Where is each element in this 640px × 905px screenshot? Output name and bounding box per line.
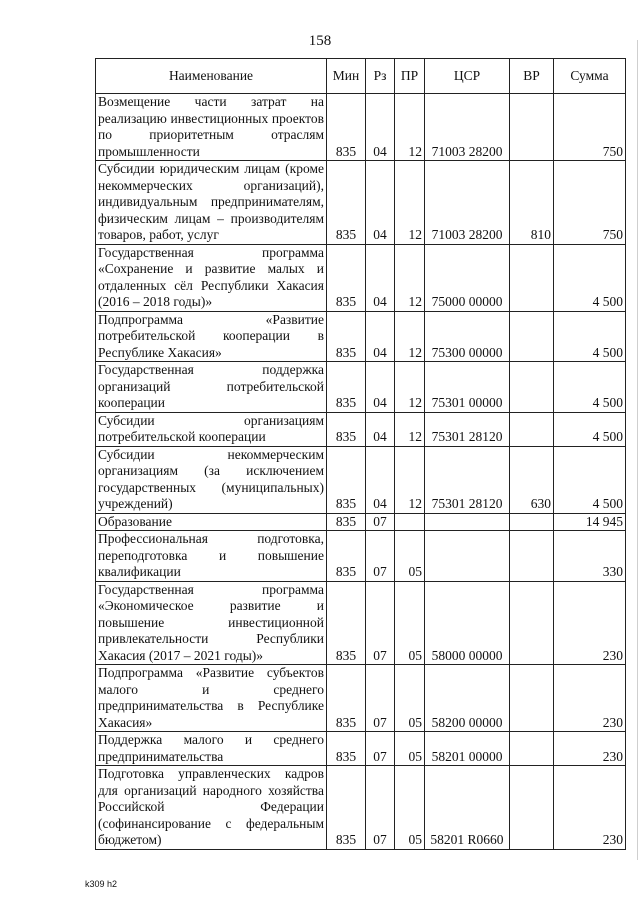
- cell-csr: 58201 R0660: [425, 766, 510, 850]
- footer-code: k309 h2: [85, 879, 118, 889]
- table-row: [96, 412, 626, 446]
- table-row: [96, 531, 626, 582]
- cell-name: Подготовка управленческих кадров для организаций народного хозяйства Российской Федерации (софинансирование с федеральным бюджетом): [96, 766, 327, 850]
- cell-csr: [425, 531, 510, 582]
- cell-csr: 58200 00000: [425, 665, 510, 732]
- cell-csr: 75000 00000: [425, 244, 510, 311]
- cell-csr: [425, 513, 510, 531]
- budget-table: [95, 58, 626, 850]
- cell-pr: [395, 513, 425, 531]
- cell-rz: 04: [366, 412, 395, 446]
- header-pr: ПР: [395, 59, 425, 94]
- cell-rz: 04: [366, 311, 395, 362]
- cell-name: Профессиональная подготовка, переподготовка и повышение квалификации: [96, 531, 327, 582]
- cell-sum: 750: [554, 94, 626, 161]
- cell-rz: 04: [366, 446, 395, 513]
- cell-min: 835: [327, 581, 366, 665]
- cell-min: 835: [327, 446, 366, 513]
- cell-min: 835: [327, 412, 366, 446]
- cell-pr: 12: [395, 244, 425, 311]
- header-rz: Рз: [366, 59, 395, 94]
- cell-sum: 330: [554, 531, 626, 582]
- cell-sum: 14 945: [554, 513, 626, 531]
- cell-vr: [510, 311, 554, 362]
- header-vr: ВР: [510, 59, 554, 94]
- cell-sum: 4 500: [554, 446, 626, 513]
- cell-pr: 05: [395, 732, 425, 766]
- cell-csr: 58000 00000: [425, 581, 510, 665]
- cell-name: Подпрограмма «Развитие субъектов малого и среднего предпринимательства в Республике Хакасия»: [96, 665, 327, 732]
- cell-min: 835: [327, 244, 366, 311]
- cell-pr: 05: [395, 766, 425, 850]
- cell-rz: 07: [366, 665, 395, 732]
- cell-name: Подпрограмма «Развитие потребительской кооперации в Республике Хакасия»: [96, 311, 327, 362]
- cell-sum: 4 500: [554, 244, 626, 311]
- table-row: [96, 94, 626, 161]
- cell-rz: 07: [366, 732, 395, 766]
- cell-vr: [510, 362, 554, 413]
- cell-rz: 04: [366, 94, 395, 161]
- header-csr: ЦСР: [425, 59, 510, 94]
- cell-sum: 230: [554, 732, 626, 766]
- cell-min: 835: [327, 513, 366, 531]
- cell-rz: 04: [366, 161, 395, 245]
- cell-pr: 12: [395, 161, 425, 245]
- cell-min: 835: [327, 362, 366, 413]
- table-row: [96, 581, 626, 665]
- cell-name: Государственная программа «Сохранение и развитие малых и отдаленных сёл Республики Хакасия (2016 – 2018 годы)»: [96, 244, 327, 311]
- cell-sum: 4 500: [554, 412, 626, 446]
- cell-sum: 230: [554, 766, 626, 850]
- page-number: 158: [308, 33, 332, 49]
- table-row: [96, 665, 626, 732]
- table-header-row: [96, 59, 626, 94]
- table-row: [96, 362, 626, 413]
- cell-min: 835: [327, 94, 366, 161]
- cell-name: Поддержка малого и среднего предпринимательства: [96, 732, 327, 766]
- cell-rz: 04: [366, 244, 395, 311]
- cell-name: Возмещение части затрат на реализацию инвестиционных проектов по приоритетным отраслям промышленности: [96, 94, 327, 161]
- cell-vr: [510, 531, 554, 582]
- cell-vr: [510, 412, 554, 446]
- cell-vr: [510, 94, 554, 161]
- cell-min: 835: [327, 665, 366, 732]
- cell-sum: 4 500: [554, 362, 626, 413]
- cell-sum: 230: [554, 581, 626, 665]
- cell-vr: 630: [510, 446, 554, 513]
- cell-csr: 71003 28200: [425, 94, 510, 161]
- cell-rz: 07: [366, 531, 395, 582]
- table-row: [96, 161, 626, 245]
- cell-csr: 75301 28120: [425, 412, 510, 446]
- cell-vr: [510, 665, 554, 732]
- table-row: [96, 311, 626, 362]
- cell-csr: 58201 00000: [425, 732, 510, 766]
- cell-min: 835: [327, 766, 366, 850]
- cell-pr: 12: [395, 446, 425, 513]
- cell-vr: [510, 766, 554, 850]
- header-name: Наименование: [96, 59, 327, 94]
- cell-rz: 04: [366, 362, 395, 413]
- cell-vr: [510, 513, 554, 531]
- cell-sum: 750: [554, 161, 626, 245]
- cell-csr: 75300 00000: [425, 311, 510, 362]
- cell-name: Субсидии юридическим лицам (кроме некоммерческих организаций), индивидуальным предпринимателям, физическим лицам – производителям товаров, работ, услуг: [96, 161, 327, 245]
- cell-vr: [510, 581, 554, 665]
- header-min: Мин: [327, 59, 366, 94]
- cell-vr: 810: [510, 161, 554, 245]
- cell-vr: [510, 244, 554, 311]
- header-sum: Сумма: [554, 59, 626, 94]
- cell-pr: 12: [395, 362, 425, 413]
- cell-min: 835: [327, 531, 366, 582]
- cell-pr: 12: [395, 94, 425, 161]
- cell-name: Государственная программа «Экономическое развитие и повышение инвестиционной привлекательности Республики Хакасия (2017 – 2021 годы)»: [96, 581, 327, 665]
- cell-min: 835: [327, 732, 366, 766]
- cell-name: Субсидии организациям потребительской кооперации: [96, 412, 327, 446]
- cell-rz: 07: [366, 581, 395, 665]
- cell-pr: 05: [395, 531, 425, 582]
- cell-sum: 4 500: [554, 311, 626, 362]
- cell-name: Образование: [96, 513, 327, 531]
- cell-csr: 75301 00000: [425, 362, 510, 413]
- cell-csr: 71003 28200: [425, 161, 510, 245]
- cell-pr: 12: [395, 412, 425, 446]
- table-row: [96, 446, 626, 513]
- cell-rz: 07: [366, 513, 395, 531]
- cell-pr: 05: [395, 581, 425, 665]
- table-row: [96, 513, 626, 531]
- cell-pr: 12: [395, 311, 425, 362]
- cell-pr: 05: [395, 665, 425, 732]
- cell-rz: 07: [366, 766, 395, 850]
- cell-name: Государственная поддержка организаций потребительской кооперации: [96, 362, 327, 413]
- table-row: [96, 766, 626, 850]
- table-row: [96, 244, 626, 311]
- cell-name: Субсидии некоммерческим организациям (за исключением государственных (муниципальных) учреждений): [96, 446, 327, 513]
- table-row: [96, 732, 626, 766]
- cell-min: 835: [327, 161, 366, 245]
- cell-sum: 230: [554, 665, 626, 732]
- cell-csr: 75301 28120: [425, 446, 510, 513]
- page-edge-mark: [637, 40, 638, 860]
- cell-vr: [510, 732, 554, 766]
- cell-min: 835: [327, 311, 366, 362]
